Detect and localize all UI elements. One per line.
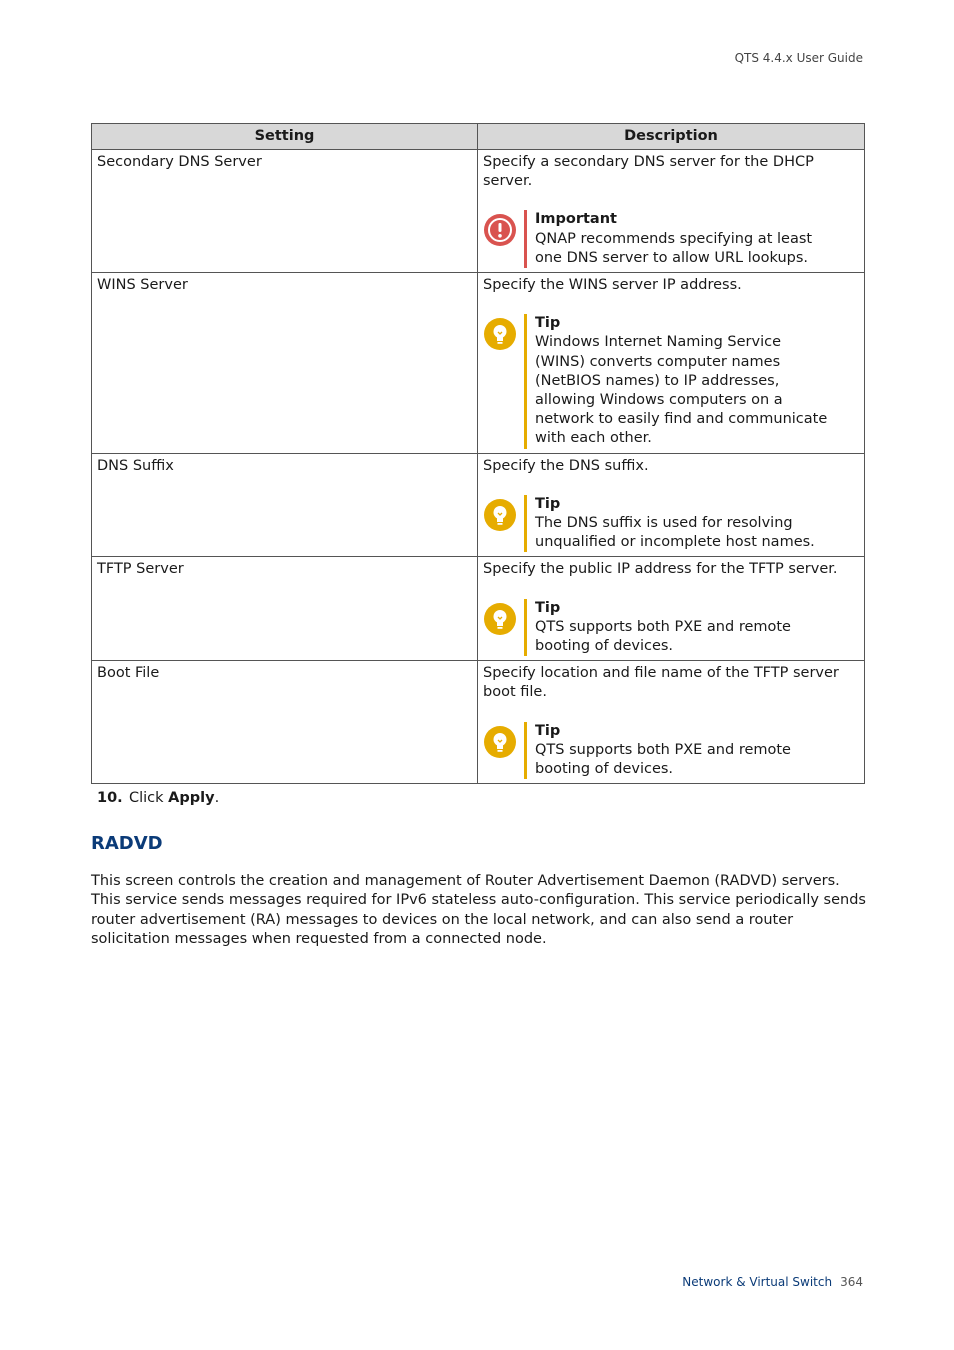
note-line: booting of devices. [535,761,674,778]
note-title: Important [535,211,617,228]
column-header-description: Description [478,124,865,150]
tip-lightbulb-icon [483,725,517,759]
page-number: 364 [840,1275,863,1289]
table-row [92,557,865,661]
note-divider [524,314,527,448]
note-divider [524,722,527,780]
note-line: (NetBIOS names) to IP addresses, [535,372,780,389]
note-divider [524,495,527,553]
note-body [535,495,859,553]
note-title: Tip [535,315,561,332]
setting-cell: WINS Server [92,273,478,454]
description-cell [478,150,865,273]
note-divider [524,210,527,268]
note-line: (WINS) converts computer names [535,353,781,370]
table-row [92,273,865,454]
note-line: booting of devices. [535,638,674,655]
settings-table [91,123,865,784]
tip-note [483,599,859,657]
column-header-setting: Setting [92,124,478,150]
setting-cell: DNS Suffix [92,453,478,557]
step-text: Click [129,790,169,806]
step-apply-label: Apply [168,790,215,806]
setting-cell: TFTP Server [92,557,478,661]
description-cell [478,661,865,784]
tip-lightbulb-icon [483,317,517,351]
description-text: Specify the WINS server IP address. [483,277,742,294]
note-body [535,314,859,448]
description-cell [478,557,865,661]
description-text: Specify location and file name of the TFTP server boot file. [483,665,839,701]
note-line: allowing Windows computers on a [535,392,783,409]
tip-lightbulb-icon [483,602,517,636]
step-10 [97,790,219,806]
note-title: Tip [535,599,561,616]
tip-lightbulb-icon [483,498,517,532]
description-text: Specify the DNS suffix. [483,457,649,474]
description-text: Specify the public IP address for the TFTP server. [483,561,838,578]
note-line: The DNS suffix is used for resolving [535,515,793,532]
note-body [535,599,859,657]
footer-section-name: Network & Virtual Switch [682,1275,833,1289]
tip-note [483,314,859,448]
description-text: Specify a secondary DNS server for the DHCP server. [483,154,814,190]
note-line: one DNS server to allow URL lookups. [535,249,809,266]
description-cell [478,453,865,557]
table-row [92,150,865,273]
note-divider [524,599,527,657]
table-header-row [92,124,865,150]
important-note [483,210,859,268]
important-icon [483,213,517,247]
page-footer [682,1275,863,1289]
note-line: QNAP recommends specifying at least [535,230,813,247]
note-body [535,722,859,780]
tip-note [483,495,859,553]
document-title: QTS 4.4.x User Guide [734,51,863,65]
note-line: Windows Internet Naming Service [535,334,781,351]
setting-cell: Boot File [92,661,478,784]
note-title: Tip [535,722,561,739]
note-body [535,210,859,268]
section-heading: RADVD [91,833,163,854]
step-number: 10. [97,790,123,806]
note-line: QTS supports both PXE and remote [535,741,791,758]
setting-cell: Secondary DNS Server [92,150,478,273]
table-row [92,453,865,557]
note-title: Tip [535,495,561,512]
note-line: with each other. [535,430,652,447]
table-row [92,661,865,784]
step-text-end: . [214,790,220,806]
tip-note [483,722,859,780]
section-body: This screen controls the creation and management of Router Advertisement Daemon (RADVD) servers. This service sends messages required for IPv6 stateless auto-configuration. This service periodically sends router advertisement (RA) messages to devices on the local network, and can also send a router solicitation messages when requested from a connected node. [91,873,866,947]
note-line: unqualified or incomplete host names. [535,534,815,551]
note-line: network to easily find and communicate [535,411,828,428]
description-cell [478,273,865,454]
note-line: QTS supports both PXE and remote [535,618,791,635]
